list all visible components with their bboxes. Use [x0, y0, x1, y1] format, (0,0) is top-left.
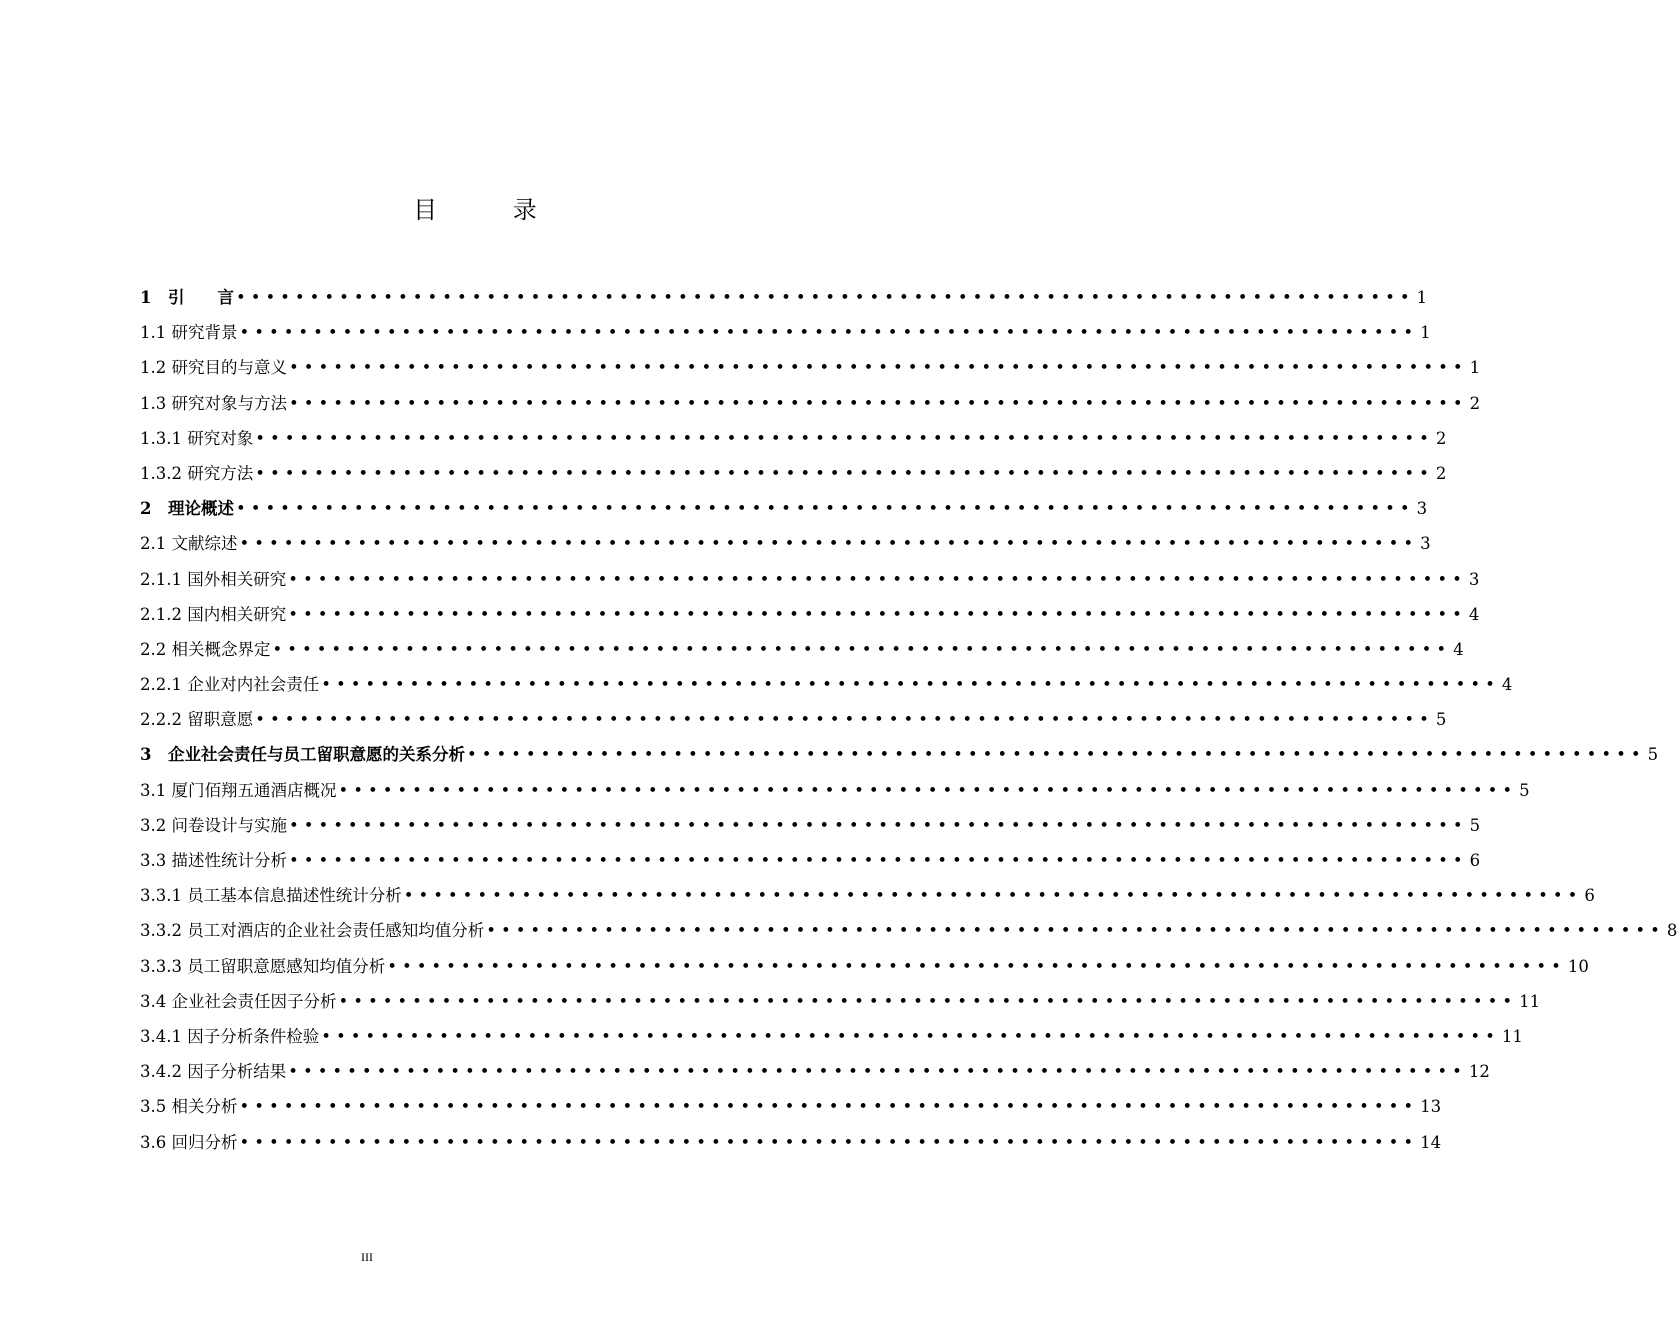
toc-entry[interactable]	[140, 1023, 1523, 1058]
toc-entry-page: 1	[1416, 288, 1428, 307]
toc-entry-page: 3	[1468, 569, 1480, 589]
toc-leader-dots: ••••••••••••••••••••••••••••••••••••••••••••••••••••••••••••••••••••••••••••••••	[338, 991, 1518, 1011]
toc-list	[140, 284, 1677, 1164]
toc-entry-page: 10	[1567, 956, 1589, 976]
toc-entry[interactable]	[140, 1093, 1442, 1128]
toc-entry[interactable]	[140, 636, 1464, 671]
toc-entry[interactable]	[140, 1129, 1442, 1164]
toc-leader-dots: ••••••••••••••••••••••••••••••••••••••••••••••••••••••••••••••••••••••••••••••••	[288, 569, 1467, 589]
toc-entry-label: 3.3.1 员工基本信息描述性统计分析	[140, 886, 402, 906]
toc-entry-label: 1.3.1 研究对象	[140, 428, 254, 448]
toc-entry-page: 4	[1501, 675, 1513, 695]
toc-entry[interactable]	[140, 812, 1481, 847]
toc-leader-dots: ••••••••••••••••••••••••••••••••••••••••••••••••••••••••••••••••••••••••••••••••	[387, 956, 1566, 976]
toc-entry-page: 11	[1501, 1026, 1523, 1046]
toc-entry-label: 1.1 研究背景	[140, 323, 238, 343]
toc-entry-page: 4	[1468, 604, 1480, 624]
toc-leader-dots: ••••••••••••••••••••••••••••••••••••••••••••••••••••••••••••••••••••••••••••••••	[403, 886, 1583, 906]
toc-entry[interactable]	[140, 882, 1595, 917]
toc-leader-dots: ••••••••••••••••••••••••••••••••••••••••••••••••••••••••••••••••••••••••••••••••	[239, 534, 1419, 554]
toc-entry-label: 1 引 言	[140, 288, 234, 307]
toc-leader-dots: ••••••••••••••••••••••••••••••••••••••••••••••••••••••••••••••••••••••••••••••••	[321, 675, 1500, 695]
toc-leader-dots: ••••••••••••••••••••••••••••••••••••••••••••••••••••••••••••••••••••••••••••••••	[272, 639, 1452, 659]
toc-entry[interactable]	[140, 671, 1513, 706]
toc-leader-dots: ••••••••••••••••••••••••••••••••••••••••••••••••••••••••••••••••••••••••••••••••	[235, 499, 1415, 519]
toc-leader-dots: ••••••••••••••••••••••••••••••••••••••••••••••••••••••••••••••••••••••••••••••••	[255, 428, 1434, 448]
toc-entry-page: 5	[1435, 710, 1447, 730]
toc-leader-dots: ••••••••••••••••••••••••••••••••••••••••••••••••••••••••••••••••••••••••••••••••	[466, 745, 1646, 765]
toc-entry-page: 5	[1469, 815, 1481, 835]
toc-leader-dots: ••••••••••••••••••••••••••••••••••••••••••••••••••••••••••••••••••••••••••••••••	[289, 358, 1468, 378]
toc-entry-label: 2.2 相关概念界定	[140, 639, 271, 659]
toc-entry-label: 3.1 厦门佰翔五通酒店概况	[140, 780, 337, 800]
toc-entry-page: 1	[1420, 323, 1431, 343]
toc-entry-label: 3 企业社会责任与员工留职意愿的关系分析	[140, 745, 465, 765]
toc-entry-page: 11	[1519, 991, 1541, 1011]
toc-leader-dots: ••••••••••••••••••••••••••••••••••••••••••••••••••••••••••••••••••••••••••••••••	[239, 1132, 1419, 1152]
toc-entry-label: 3.4.2 因子分析结果	[140, 1062, 287, 1082]
toc-entry-label: 3.6 回归分析	[140, 1132, 238, 1152]
toc-entry[interactable]	[140, 460, 1447, 495]
toc-entry[interactable]	[140, 777, 1530, 812]
toc-entry-label: 3.3.2 员工对酒店的企业社会责任感知均值分析	[140, 921, 485, 941]
toc-entry-label: 2.1 文献综述	[140, 534, 238, 554]
toc-entry[interactable]	[140, 1058, 1490, 1093]
toc-entry[interactable]	[140, 495, 1428, 530]
toc-entry[interactable]	[140, 706, 1447, 741]
toc-leader-dots: ••••••••••••••••••••••••••••••••••••••••••••••••••••••••••••••••••••••••••••••••	[288, 1062, 1467, 1082]
toc-entry-page: 6	[1584, 886, 1595, 906]
toc-entry-label: 3.4.1 因子分析条件检验	[140, 1026, 320, 1046]
toc-entry-label: 2.1.2 国内相关研究	[140, 604, 287, 624]
toc-leader-dots: ••••••••••••••••••••••••••••••••••••••••••••••••••••••••••••••••••••••••••••••••	[288, 604, 1467, 624]
toc-entry-page: 1	[1469, 358, 1481, 378]
toc-entry[interactable]	[140, 953, 1589, 988]
toc-entry-label: 2.2.1 企业对内社会责任	[140, 675, 320, 695]
toc-entry-page: 13	[1420, 1097, 1442, 1117]
toc-entry[interactable]	[140, 530, 1431, 565]
toc-entry-label: 3.3 描述性统计分析	[140, 851, 287, 870]
toc-title: 目 录	[413, 196, 571, 224]
toc-leader-dots: ••••••••••••••••••••••••••••••••••••••••••••••••••••••••••••••••••••••••••••••••	[255, 710, 1434, 730]
toc-entry-page: 5	[1519, 780, 1530, 800]
toc-leader-dots: ••••••••••••••••••••••••••••••••••••••••••••••••••••••••••••••••••••••••••••••••	[338, 780, 1518, 800]
toc-leader-dots: ••••••••••••••••••••••••••••••••••••••••••••••••••••••••••••••••••••••••••••••••	[239, 1097, 1419, 1117]
toc-entry-page: 2	[1469, 393, 1481, 413]
toc-entry-page: 3	[1416, 499, 1428, 519]
toc-entry-label: 3.3.3 员工留职意愿感知均值分析	[140, 956, 386, 976]
toc-entry-label: 3.2 问卷设计与实施	[140, 815, 287, 835]
toc-leader-dots: ••••••••••••••••••••••••••••••••••••••••••••••••••••••••••••••••••••••••••••••••	[235, 288, 1415, 307]
toc-leader-dots: ••••••••••••••••••••••••••••••••••••••••••••••••••••••••••••••••••••••••••••••••	[239, 323, 1419, 343]
toc-entry[interactable]	[140, 566, 1480, 601]
toc-leader-dots: ••••••••••••••••••••••••••••••••••••••••••••••••••••••••••••••••••••••••••••••••	[255, 463, 1434, 483]
toc-leader-dots: ••••••••••••••••••••••••••••••••••••••••••••••••••••••••••••••••••••••••••••••••	[486, 921, 1665, 941]
toc-entry-page: 3	[1420, 534, 1431, 554]
toc-entry-label: 3.4 企业社会责任因子分析	[140, 991, 337, 1011]
toc-entry[interactable]	[140, 741, 1659, 776]
toc-entry[interactable]	[140, 847, 1481, 882]
toc-leader-dots: ••••••••••••••••••••••••••••••••••••••••••••••••••••••••••••••••••••••••••••••••	[289, 851, 1468, 870]
toc-entry[interactable]	[140, 319, 1431, 354]
toc-leader-dots: ••••••••••••••••••••••••••••••••••••••••••••••••••••••••••••••••••••••••••••••••	[289, 393, 1468, 413]
toc-entry-label: 1.3 研究对象与方法	[140, 393, 287, 413]
toc-leader-dots: ••••••••••••••••••••••••••••••••••••••••••••••••••••••••••••••••••••••••••••••••	[289, 815, 1468, 835]
toc-entry[interactable]	[140, 917, 1677, 952]
toc-entry-page: 14	[1420, 1132, 1442, 1152]
toc-entry-label: 1.2 研究目的与意义	[140, 358, 287, 378]
toc-entry-label: 3.5 相关分析	[140, 1097, 238, 1117]
toc-entry-label: 2.2.2 留职意愿	[140, 710, 254, 730]
toc-entry[interactable]	[140, 601, 1480, 636]
toc-entry-label: 2 理论概述	[140, 499, 234, 519]
toc-entry-label: 1.3.2 研究方法	[140, 463, 254, 483]
toc-entry-page: 5	[1647, 745, 1659, 765]
toc-entry-page: 8	[1666, 921, 1677, 941]
toc-entry-page: 2	[1435, 428, 1447, 448]
toc-entry-label: 2.1.1 国外相关研究	[140, 569, 287, 589]
toc-entry[interactable]	[140, 425, 1447, 460]
toc-entry-page: 4	[1453, 639, 1464, 659]
toc-entry-page: 12	[1468, 1062, 1490, 1082]
footer-page-number: III	[361, 1250, 373, 1264]
toc-entry[interactable]	[140, 988, 1541, 1023]
toc-entry[interactable]	[140, 354, 1481, 389]
toc-entry-page: 6	[1469, 851, 1481, 870]
toc-entry[interactable]	[140, 390, 1481, 425]
toc-entry[interactable]	[140, 284, 1428, 319]
toc-entry-page: 2	[1435, 463, 1447, 483]
toc-leader-dots: ••••••••••••••••••••••••••••••••••••••••••••••••••••••••••••••••••••••••••••••••	[321, 1026, 1500, 1046]
